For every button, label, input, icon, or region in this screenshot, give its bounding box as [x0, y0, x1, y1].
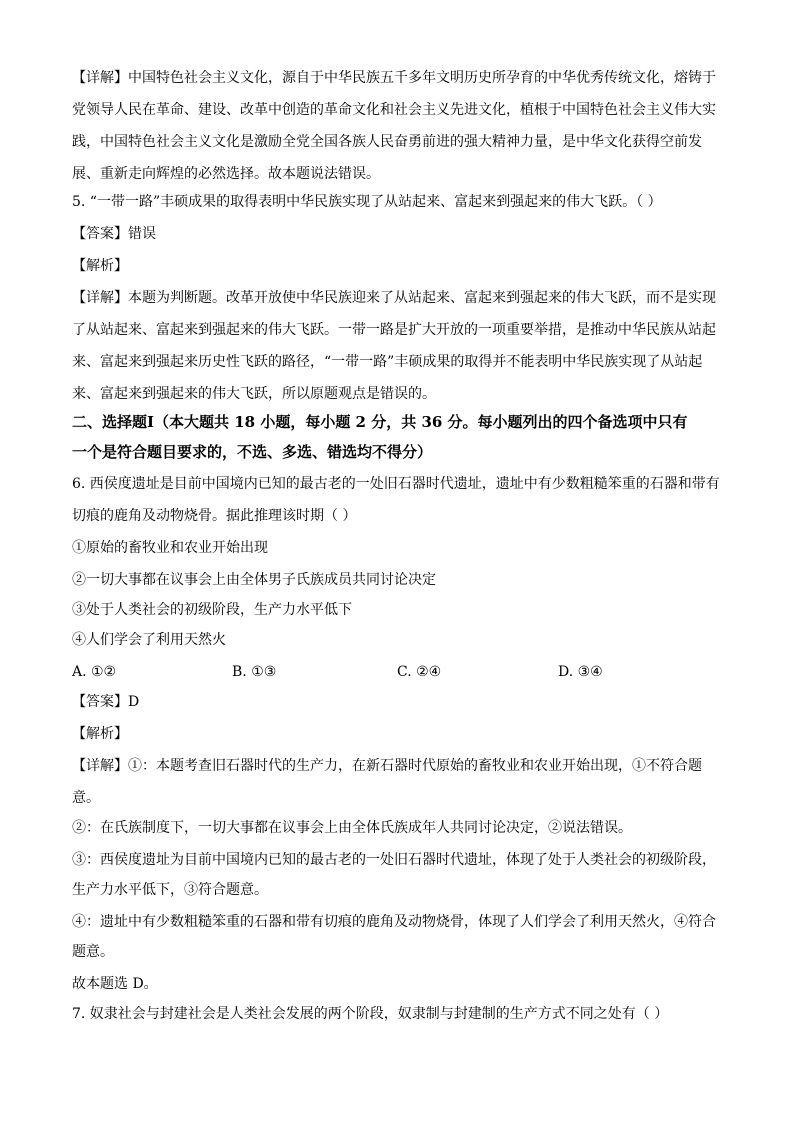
option-a: A. ①②	[72, 664, 117, 680]
option-c: C. ②④	[397, 664, 442, 680]
q5-detail-line: 【详解】本题为判断题。改革开放使中华民族迎来了从站起来、富起来到强起来的伟大飞跃，而不是实现	[72, 290, 716, 306]
q4-detail-line: 践，中国特色社会主义文化是激励全党全国各族人民奋勇前进的强大精神力量，是中华文化获得空前发	[72, 134, 702, 150]
q6-item: ④人们学会了利用天然火	[72, 632, 226, 648]
q6-item: ③处于人类社会的初级阶段，生产力水平低下	[72, 602, 352, 618]
q6-question-line: 切痕的鹿角及动物烧骨。据此推理该时期（ ）	[72, 508, 357, 524]
q5-analysis-label: 【解析】	[72, 258, 128, 274]
q5-detail-line: 来、富起来到强起来的伟大飞跃，所以原题观点是错误的。	[72, 386, 436, 402]
q6-answer: 【答案】D	[72, 694, 140, 710]
q6-detail-line: ②：在氏族制度下，一切大事都在议事会上由全体氏族成年人共同讨论决定，②说法错误。	[72, 820, 632, 836]
section-heading: 二、选择题Ⅰ（本大题共 18 小题，每小题 2 分，共 36 分。每小题列出的四个备选项中只有	[72, 413, 688, 431]
q5-detail-line: 了从站起来、富起来到强起来的伟大飞跃。一带一路是扩大开放的一项重要举措，是推动中华民族从站起	[72, 322, 716, 338]
q6-analysis-label: 【解析】	[72, 726, 128, 742]
q6-detail-line: 生产力水平低下，③符合题意。	[72, 882, 268, 898]
q6-item: ①原始的畜牧业和农业开始出现	[72, 540, 268, 556]
q7-question: 7. 奴隶社会与封建社会是人类社会发展的两个阶段，奴隶制与封建制的生产方式不同之处有（ ）	[72, 1006, 669, 1022]
q6-detail-line: 题意。	[72, 944, 114, 960]
q6-detail-line: ④：遗址中有少数粗糙笨重的石器和带有切痕的鹿角及动物烧骨，体现了人们学会了利用天然火，④符合	[72, 914, 716, 930]
q6-item: ②一切大事都在议事会上由全体男子氏族成员共同讨论决定	[72, 572, 436, 588]
q4-detail-line: 展、重新走向辉煌的必然选择。故本题说法错误。	[72, 166, 380, 182]
option-b: B. ①③	[232, 664, 277, 680]
q6-question-line: 6. 西侯度遗址是目前中国境内已知的最古老的一处旧石器时代遗址，遗址中有少数粗糙笨重的石器和带有	[72, 476, 720, 492]
q6-detail-line: 故本题选 D。	[72, 976, 158, 992]
section-heading: 一个是符合题目要求的，不选、多选、错选均不得分）	[72, 443, 433, 461]
q5-question: 5. “一带一路”丰硕成果的取得表明中华民族实现了从站起来、富起来到强起来的伟大飞跃。（ ）	[72, 194, 662, 210]
q4-detail-line: 党领导人民在革命、建设、改革中创造的革命文化和社会主义先进文化，植根于中国特色社会主义伟大实	[72, 102, 716, 118]
q6-options	[72, 662, 732, 682]
option-d: D. ③④	[558, 664, 603, 680]
q6-detail-line: 【详解】①：本题考查旧石器时代的生产力，在新石器时代原始的畜牧业和农业开始出现，①不符合题	[72, 758, 702, 774]
q6-detail-line: ③：西侯度遗址为目前中国境内已知的最古老的一处旧石器时代遗址，体现了处于人类社会的初级阶段，	[72, 852, 716, 868]
q6-detail-line: 意。	[72, 790, 100, 806]
q5-detail-line: 来、富起来到强起来历史性飞跃的路径，“一带一路”丰硕成果的取得并不能表明中华民族实现了从站起	[72, 354, 703, 370]
q4-detail-line: 【详解】中国特色社会主义文化，源自于中华民族五千多年文明历史所孕育的中华优秀传统文化，熔铸于	[72, 70, 716, 86]
q5-answer: 【答案】错误	[72, 226, 156, 242]
